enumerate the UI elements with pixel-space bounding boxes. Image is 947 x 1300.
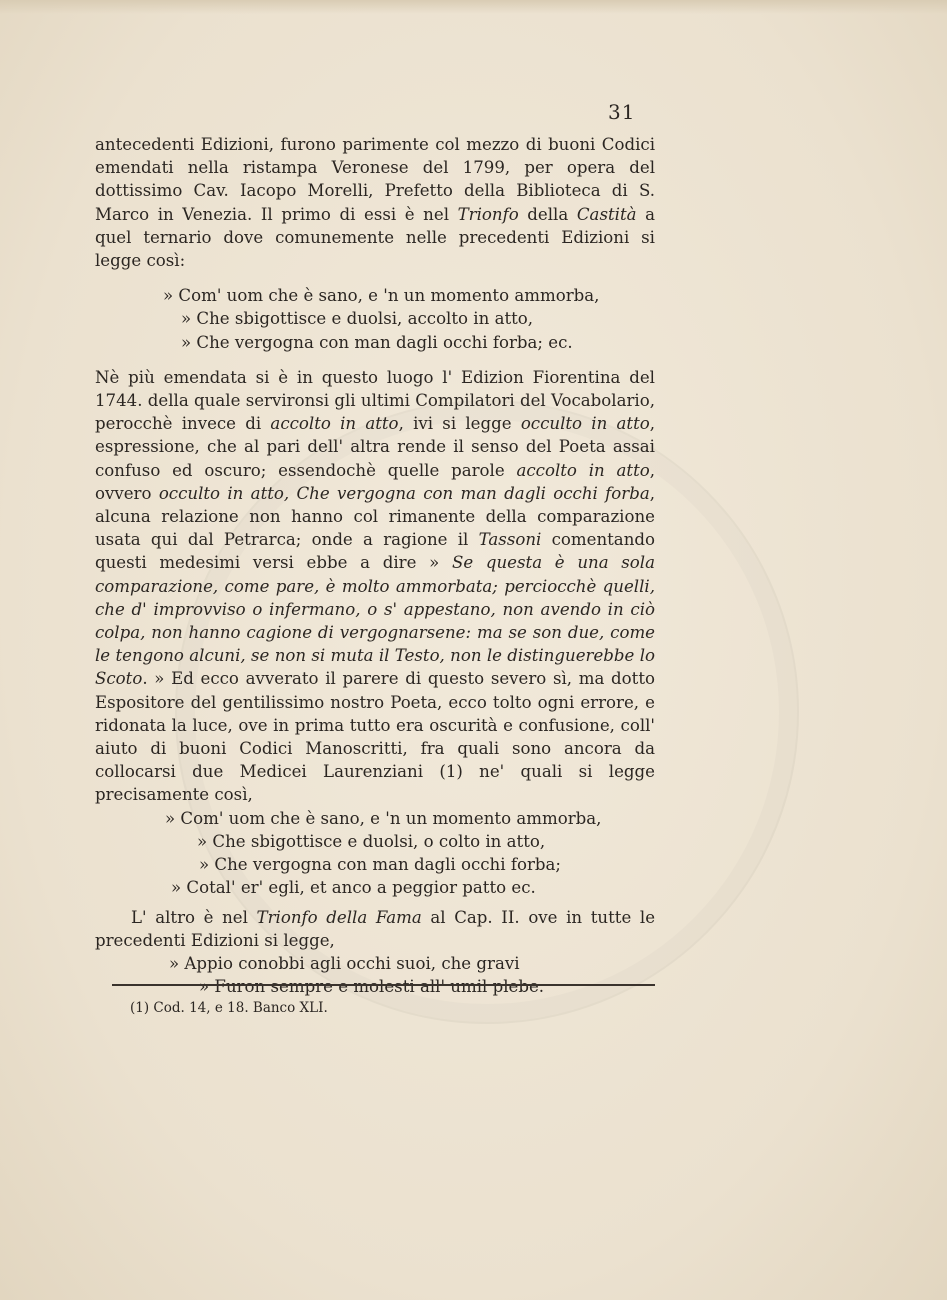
text-run: Nè più emendata si è in questo luogo l' Edizion Fiorentina del 1744. della quale servironsi gli ultimi Compilatori del Vocabolario, perocchè invece di <box>95 367 655 434</box>
text-run: a quel ternario dove comunemente nelle precedenti Edizioni si legge così: <box>95 204 655 271</box>
text-run: antecedenti Edizioni, furono parimente col mezzo di buoni Codici emendati nella ristampa Veronese del 1799, per opera del dottissimo Cav. Iacopo Morelli, Prefetto della Biblioteca di S. Marco in Venezia. Il primo di essi è nel <box>95 135 655 224</box>
verse-line: » Appio conobbi agli occhi suoi, che gravi <box>169 953 520 973</box>
italic-run: Trionfo della Fama <box>256 907 422 927</box>
text-run: , ivi si legge <box>398 414 521 434</box>
main-text <box>95 133 655 998</box>
italic-run: occulto in atto, Che vergogna con man dagli occhi forba <box>158 483 650 503</box>
text-run: al Cap. II. ove in tutte le precedenti Edizioni si legge, <box>95 907 656 950</box>
italic-run: accolto in atto <box>516 460 650 480</box>
italic-run: Castità <box>576 204 637 224</box>
verse-line: » Che sbigottisce e duolsi, o colto in atto, <box>197 831 546 851</box>
text-run: della <box>518 204 577 224</box>
page-number: 31 <box>608 100 636 124</box>
footnote-rule <box>112 984 655 986</box>
text-run: L' altro è nel <box>131 907 257 927</box>
paragraph-1 <box>95 133 655 272</box>
footnote: (1) Cod. 14, e 18. Banco XLI. <box>130 1000 328 1016</box>
verse-line: » Furon sempre e molesti all' umil plebe. <box>199 977 545 997</box>
paragraph-2 <box>95 366 655 807</box>
text-run: , alcuna relazione non hanno col rimanente della comparazione usata qui dal Petrarca; onde a ragione il <box>95 483 655 550</box>
verse-line: » Com' uom che è sano, e 'n un momento ammorba, <box>163 286 600 306</box>
italic-run: accolto in atto <box>270 414 399 434</box>
page-edge-shadow <box>0 0 947 14</box>
text-run: , espressione, che al pari dell' altra rende il senso del Poeta assai confuso ed oscuro; essendochè quelle parole <box>95 414 656 480</box>
verse-quote-2 <box>95 807 655 900</box>
verse-quote-1 <box>95 284 655 354</box>
paragraph-3 <box>95 906 655 952</box>
italic-run: Tassoni <box>478 530 542 550</box>
verse-line: » Che vergogna con man dagli occhi forba; ec. <box>181 332 573 352</box>
italic-run: occulto in atto <box>520 414 650 434</box>
text-run: comentando questi medesimi versi ebbe a dire » <box>95 530 655 573</box>
italic-run: Trionfo <box>457 204 519 224</box>
verse-quote-3 <box>95 952 655 998</box>
verse-line: » Che sbigottisce e duolsi, accolto in atto, <box>181 309 534 329</box>
verse-line: » Com' uom che è sano, e 'n un momento ammorba, <box>165 808 602 828</box>
verse-line: » Che vergogna con man dagli occhi forba; <box>199 855 561 875</box>
text-run: , ovvero <box>95 460 656 503</box>
italic-run: Se questa è una sola comparazione, come pare, è molto ammorbata; perciocchè quelli, che d' improvviso o infermano, o s' appestano, non avendo in ciò colpa, non hanno cagione di vergognarsene: ma se son due, come le tengono alcuni, se non si muta il Testo, non le distinguerebbe lo Scoto <box>95 553 655 689</box>
text-run: . » Ed ecco avverato il parere di questo severo sì, ma dotto Espositore del gentilissimo nostro Poeta, ecco tolto ogni errore, e ridonata la luce, ove in prima tutto era oscurità e confusione, coll' aiuto di buoni Codici Manoscritti, fra quali sono ancora da collocarsi due Medicei Laurenziani (1) ne' quali si legge precisamente così, <box>95 669 655 805</box>
verse-line: » Cotal' er' egli, et anco a peggior patto ec. <box>171 878 536 898</box>
